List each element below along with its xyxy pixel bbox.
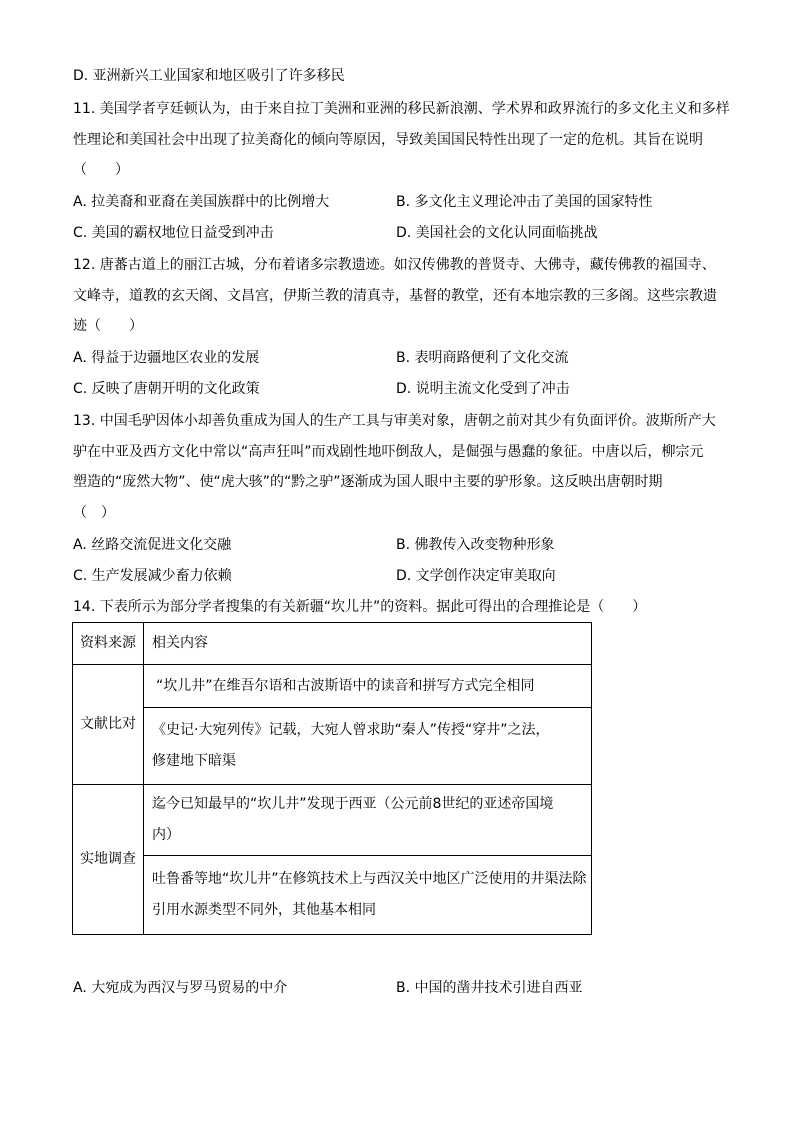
table-header-source: 资料来源	[73, 623, 144, 665]
table-row	[73, 665, 592, 708]
table-cell-fieldwork-2	[144, 856, 592, 935]
table-group-label-literature: 文献比对	[73, 665, 144, 785]
q13-stem-line1: 13. 中国毛驴因体小却善负重成为国人的生产工具与审美对象，唐朝之前对其少有负面评价。波斯所产大	[73, 413, 716, 429]
table-cell-text: “坎儿井”在维吾尔语和古波斯语中的读音和拼写方式完全相同	[156, 677, 535, 694]
q10-option-d[interactable]: D. 亚洲新兴工业国家和地区吸引了许多移民	[73, 68, 345, 84]
table-cell-literature-1	[144, 665, 592, 708]
q13-option-a[interactable]: A. 丝路交流促进文化交融	[73, 537, 232, 553]
q12-option-b[interactable]: B. 表明商路便利了文化交流	[396, 350, 569, 366]
table-cell-text: 吐鲁番等地“坎儿井”在修筑技术上与西汉关中地区广泛使用的井渠法除引用水源类型不同外，其他基本相同	[152, 871, 587, 918]
q12-option-d[interactable]: D. 说明主流文化受到了冲击	[396, 381, 570, 397]
q11-stem-line1: 11. 美国学者亨廷顿认为，由于来自拉丁美洲和亚洲的移民新浪潮、学术界和政界流行的多文化主义和多样	[73, 101, 730, 117]
q12-stem-line3: 迹（ ）	[73, 318, 143, 334]
table-cell-fieldwork-1	[144, 785, 592, 856]
table-row	[73, 856, 592, 935]
q14-option-a[interactable]: A. 大宛成为西汉与罗马贸易的中介	[73, 980, 288, 996]
q13-stem-line3: 塑造的“庞然大物”、使“虎大骇”的“黔之驴”逐渐成为国人眼中主要的驴形象。这反映出唐朝时期	[73, 474, 663, 490]
table-header-row	[73, 623, 592, 665]
table-cell-literature-2	[144, 708, 592, 785]
table-cell-text: 迄今已知最早的“坎儿井”发现于西亚（公元前8世纪的亚述帝国境内）	[152, 796, 554, 843]
table-row	[73, 708, 592, 785]
q11-option-d[interactable]: D. 美国社会的文化认同面临挑战	[396, 225, 598, 241]
q11-option-b[interactable]: B. 多文化主义理论冲击了美国的国家特性	[396, 194, 653, 210]
q11-answer-blank: （ ）	[73, 162, 129, 178]
q12-stem-line1: 12. 唐蕃古道上的丽江古城，分布着诸多宗教遗迹。如汉传佛教的普贤寺、大佛寺，藏传佛教的福国寺、	[73, 257, 716, 273]
q12-option-a[interactable]: A. 得益于边疆地区农业的发展	[73, 350, 260, 366]
q11-option-a[interactable]: A. 拉美裔和亚裔在美国族群中的比例增大	[73, 194, 330, 210]
q12-stem-line2: 文峰寺，道教的玄天阁、文昌宫，伊斯兰教的清真寺，基督的教堂，还有本地宗教的三多阁。这些宗教遗	[73, 288, 717, 304]
q14-stem-line1: 14. 下表所示为部分学者搜集的有关新疆“坎儿井”的资料。据此可得出的合理推论是（ ）	[73, 599, 647, 615]
q13-option-c[interactable]: C. 生产发展减少畜力依赖	[73, 568, 232, 584]
q13-option-d[interactable]: D. 文学创作决定审美取向	[396, 568, 556, 584]
q11-option-c[interactable]: C. 美国的霸权地位日益受到冲击	[73, 225, 274, 241]
q13-option-b[interactable]: B. 佛教传入改变物种形象	[396, 537, 555, 553]
kareez-source-table	[72, 622, 592, 935]
q12-option-c[interactable]: C. 反映了唐朝开明的文化政策	[73, 381, 260, 397]
table-cell-text: 《史记·大宛列传》记载，大宛人曾求助“秦人”传授“穿井”之法，修建地下暗渠	[152, 722, 550, 769]
table-row	[73, 785, 592, 856]
table-group-label-fieldwork: 实地调查	[73, 785, 144, 935]
q13-answer-blank: （ ）	[73, 505, 115, 521]
q13-stem-line2: 驴在中亚及西方文化中常以“高声狂叫”而戏剧性地吓倒敌人，是倔强与愚蠢的象征。中唐以后，柳宗元	[73, 444, 704, 460]
table-header-content: 相关内容	[144, 623, 592, 665]
q14-option-b[interactable]: B. 中国的凿井技术引进自西亚	[396, 980, 583, 996]
q11-stem-line2: 性理论和美国社会中出现了拉美裔化的倾向等原因，导致美国国民特性出现了一定的危机。其旨在说明	[73, 132, 703, 148]
